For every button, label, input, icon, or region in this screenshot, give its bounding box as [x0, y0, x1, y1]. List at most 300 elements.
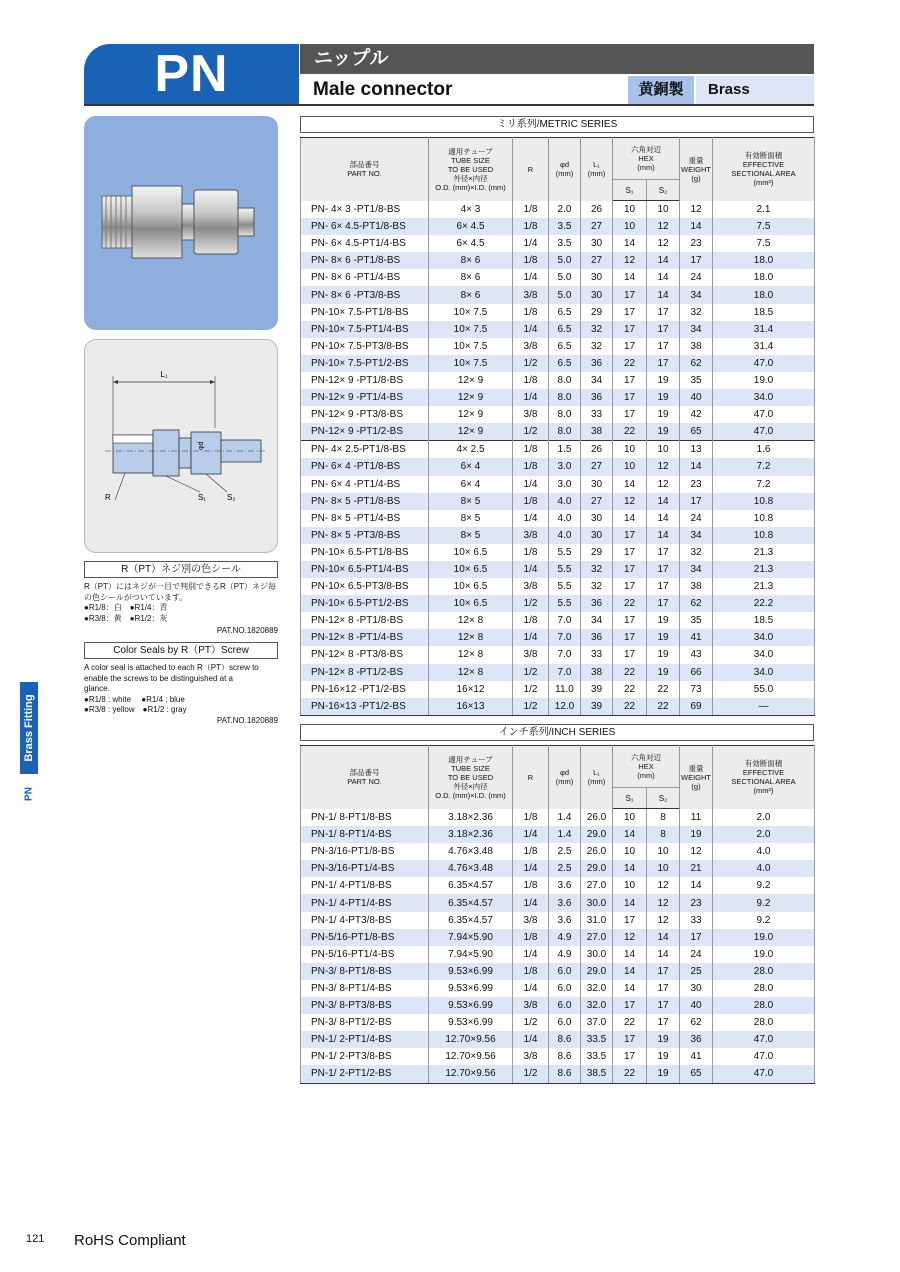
table-cell: 22	[613, 423, 647, 441]
table-cell: 12× 9	[429, 389, 513, 406]
table-cell: 3/8	[513, 527, 549, 544]
table-cell: 14	[613, 860, 647, 877]
table-cell: 17	[613, 629, 647, 646]
table-cell: 17	[613, 578, 647, 595]
table-cell: 4.9	[549, 929, 581, 946]
table-cell: 36	[680, 1031, 713, 1048]
table-cell: 12.70×9.56	[429, 1065, 513, 1083]
table-cell: 17	[613, 338, 647, 355]
table-row	[301, 578, 815, 595]
table-cell: 31.4	[713, 338, 815, 355]
table-cell: 1/8	[513, 493, 549, 510]
table-cell: PN-16×13 -PT1/2-BS	[301, 698, 429, 716]
table-cell: 17	[647, 963, 680, 980]
table-cell: 36	[581, 355, 613, 372]
table-cell: 30	[581, 510, 613, 527]
inch-series-label: インチ系列/INCH SERIES	[300, 724, 814, 741]
table-cell: 8.0	[549, 423, 581, 441]
table-cell: 1/8	[513, 544, 549, 561]
table-cell: 8.6	[549, 1048, 581, 1065]
table-cell: PN-3/16-PT1/8-BS	[301, 843, 429, 860]
table-cell: 17	[613, 321, 647, 338]
table-cell: 14	[613, 235, 647, 252]
table-cell: 6.5	[549, 338, 581, 355]
table-cell: 7.2	[713, 458, 815, 475]
table-cell: 47.0	[713, 1065, 815, 1083]
table-cell: PN- 8× 5 -PT1/4-BS	[301, 510, 429, 527]
table-row	[301, 544, 815, 561]
color-seal-text-jp-4: ●R3/8：黄 ●R1/2：灰	[84, 613, 168, 623]
title-jp-bar	[300, 44, 814, 74]
table-row	[301, 527, 815, 544]
table-cell: 7.0	[549, 646, 581, 663]
table-cell: 14	[613, 510, 647, 527]
table-cell: 1/2	[513, 355, 549, 372]
table-cell: 1/8	[513, 809, 549, 827]
table-cell: PN- 8× 6 -PT3/8-BS	[301, 286, 429, 303]
table-cell: PN-12× 9 -PT3/8-BS	[301, 406, 429, 423]
table-cell: PN-1/ 4-PT3/8-BS	[301, 912, 429, 929]
table-cell: 32.0	[581, 997, 613, 1014]
table-cell: 12	[613, 929, 647, 946]
table-cell: 9.53×6.99	[429, 1014, 513, 1031]
col-part-no: 部品番号 PART NO.	[301, 138, 429, 201]
table-cell: PN-5/16-PT1/8-BS	[301, 929, 429, 946]
table-cell: 4× 3	[429, 201, 513, 219]
col-s1: S₁	[613, 180, 647, 201]
table-row	[301, 510, 815, 527]
table-row	[301, 629, 815, 646]
table-cell: PN- 6× 4.5-PT1/8-BS	[301, 218, 429, 235]
table-cell: 1/4	[513, 389, 549, 406]
table-row	[301, 476, 815, 493]
col-hex: 六角対辺 HEX (mm)	[613, 138, 680, 180]
table-cell: 73	[680, 681, 713, 698]
table-cell: 7.0	[549, 612, 581, 629]
table-cell: 7.5	[713, 218, 815, 235]
color-seal-text-en-3: glance.	[84, 684, 110, 693]
table-cell: 34	[581, 372, 613, 389]
table-cell: 17	[647, 544, 680, 561]
col-l1: L₁ (mm)	[581, 138, 613, 201]
table-cell: 6.5	[549, 321, 581, 338]
table-cell: 10.8	[713, 527, 815, 544]
table-cell: 1/4	[513, 629, 549, 646]
table-cell: 10	[613, 877, 647, 894]
page-number: 121	[26, 1233, 45, 1245]
table-cell: 5.5	[549, 544, 581, 561]
table-cell: 1/8	[513, 372, 549, 389]
table-cell: 28.0	[713, 1014, 815, 1031]
table-cell: 26	[581, 441, 613, 459]
table-cell: 14	[613, 963, 647, 980]
table-cell: PN- 4× 3 -PT1/8-BS	[301, 201, 429, 219]
table-cell: 12.70×9.56	[429, 1031, 513, 1048]
table-cell: 7.0	[549, 629, 581, 646]
table-cell: 11.0	[549, 681, 581, 698]
label-l1: L₁	[160, 370, 168, 379]
table-cell: 31.4	[713, 321, 815, 338]
table-cell: 12	[647, 912, 680, 929]
table-cell: 27	[581, 252, 613, 269]
table-cell: 34.0	[713, 389, 815, 406]
table-cell: PN-12× 9 -PT1/8-BS	[301, 372, 429, 389]
table-cell: 65	[680, 423, 713, 441]
color-seal-text-jp-3: ●R1/8：白 ●R1/4：青	[84, 603, 168, 612]
table-cell: 10× 6.5	[429, 561, 513, 578]
table-cell: PN-10× 6.5-PT3/8-BS	[301, 578, 429, 595]
inch-spec-table	[300, 745, 815, 1084]
table-cell: 24	[680, 510, 713, 527]
table-cell: 38	[581, 664, 613, 681]
metric-table-body	[301, 201, 815, 716]
table-cell: 1/2	[513, 681, 549, 698]
table-cell: 14	[613, 980, 647, 997]
table-cell: 32	[581, 338, 613, 355]
table-cell: 39	[581, 698, 613, 716]
table-cell: 8× 5	[429, 527, 513, 544]
table-cell: 14	[647, 286, 680, 303]
table-cell: 1/2	[513, 664, 549, 681]
table-cell: 1/2	[513, 423, 549, 441]
metric-series-label: ミリ系列/METRIC SERIES	[300, 116, 814, 133]
table-cell: PN-10× 7.5-PT1/2-BS	[301, 355, 429, 372]
table-cell: 19	[647, 423, 680, 441]
table-cell: 19	[647, 389, 680, 406]
table-cell: 1/4	[513, 235, 549, 252]
table-cell: 17	[613, 372, 647, 389]
table-cell: 10	[613, 843, 647, 860]
table-cell: 5.0	[549, 269, 581, 286]
table-cell: 1.4	[549, 809, 581, 827]
table-cell: 17	[613, 1031, 647, 1048]
table-cell: 30	[581, 476, 613, 493]
table-cell: 6× 4	[429, 476, 513, 493]
table-cell: 12	[680, 843, 713, 860]
table-cell: 6× 4.5	[429, 235, 513, 252]
color-seal-text-en-5: ●R3/8 : yellow ●R1/2 : gray	[84, 705, 187, 714]
table-cell: 17	[647, 561, 680, 578]
table-cell: 8× 5	[429, 510, 513, 527]
table-cell: 8.0	[549, 372, 581, 389]
table-row	[301, 355, 815, 372]
table-cell: PN-12× 8 -PT1/8-BS	[301, 612, 429, 629]
table-cell: 3.5	[549, 218, 581, 235]
table-cell: 4.0	[713, 843, 815, 860]
table-cell: 17	[647, 1014, 680, 1031]
col-tube-size: 適用チューブ TUBE SIZE TO BE USED 外径×内径 O.D. (mm)×I.D. (mm)	[429, 746, 513, 809]
table-cell: 27	[581, 493, 613, 510]
table-cell: 16×12	[429, 681, 513, 698]
table-cell: 3/8	[513, 646, 549, 663]
table-cell: 10× 6.5	[429, 595, 513, 612]
table-cell: 29	[581, 544, 613, 561]
table-row	[301, 304, 815, 321]
table-cell: 6.35×4.57	[429, 912, 513, 929]
table-cell: 28.0	[713, 997, 815, 1014]
table-cell: 1.6	[713, 441, 815, 459]
table-cell: 1/4	[513, 826, 549, 843]
col-phid: φd (mm)	[549, 746, 581, 809]
table-cell: 17	[613, 406, 647, 423]
table-cell: 38	[581, 423, 613, 441]
table-cell: 35	[680, 612, 713, 629]
table-cell: 33	[581, 646, 613, 663]
table-cell: 4.76×3.48	[429, 843, 513, 860]
table-row	[301, 372, 815, 389]
table-cell: 19	[647, 629, 680, 646]
table-cell: 8× 6	[429, 286, 513, 303]
table-cell: 30	[581, 269, 613, 286]
table-cell: 17	[613, 1048, 647, 1065]
table-cell: 6.0	[549, 997, 581, 1014]
table-cell: 10× 7.5	[429, 338, 513, 355]
patent-number-en: PAT.NO.1820889	[216, 716, 278, 725]
table-cell: 22	[613, 681, 647, 698]
table-cell: 1/4	[513, 860, 549, 877]
table-cell: 27.0	[581, 929, 613, 946]
table-cell: 29	[581, 304, 613, 321]
table-row	[301, 252, 815, 269]
table-cell: 1/8	[513, 929, 549, 946]
table-cell: 3/8	[513, 578, 549, 595]
table-cell: 26.0	[581, 843, 613, 860]
table-cell: 10.8	[713, 493, 815, 510]
table-row	[301, 946, 815, 963]
table-cell: 47.0	[713, 1048, 815, 1065]
table-cell: 5.0	[549, 252, 581, 269]
table-cell: 22	[647, 698, 680, 716]
table-row	[301, 929, 815, 946]
color-seal-text-jp	[84, 582, 278, 624]
col-r: R	[513, 138, 549, 201]
table-cell: 17	[680, 493, 713, 510]
table-cell: 1/8	[513, 218, 549, 235]
table-cell: 41	[680, 1048, 713, 1065]
table-cell: 10.8	[713, 510, 815, 527]
table-cell: 8.0	[549, 389, 581, 406]
table-cell: 1/8	[513, 201, 549, 219]
table-row	[301, 843, 815, 860]
table-cell: PN-1/ 4-PT1/8-BS	[301, 877, 429, 894]
table-cell: 1/4	[513, 894, 549, 911]
col-part-no: 部品番号 PART NO.	[301, 746, 429, 809]
table-cell: 10× 7.5	[429, 321, 513, 338]
col-s2: S₂	[647, 788, 680, 809]
col-tube-size: 適用チューブ TUBE SIZE TO BE USED 外径×内径 O.D. (mm)×I.D. (mm)	[429, 138, 513, 201]
table-cell: 12	[647, 476, 680, 493]
table-cell: 33.5	[581, 1048, 613, 1065]
table-cell: 3/8	[513, 1048, 549, 1065]
col-phid: φd (mm)	[549, 138, 581, 201]
table-cell: 17	[647, 355, 680, 372]
metric-spec-table	[300, 137, 815, 716]
color-seal-text-jp-1: R（PT）にはネジが一目で判別できるR（PT）ネジ毎	[84, 582, 276, 591]
col-weight: 重量 WEIGHT (g)	[680, 138, 713, 201]
table-cell: 47.0	[713, 1031, 815, 1048]
table-row	[301, 980, 815, 997]
table-cell: PN-3/16-PT1/4-BS	[301, 860, 429, 877]
table-cell: 36	[581, 629, 613, 646]
table-cell: 9.53×6.99	[429, 997, 513, 1014]
material-jp: 黄銅製	[628, 76, 694, 104]
table-cell: PN-3/ 8-PT1/8-BS	[301, 963, 429, 980]
table-cell: 14	[647, 946, 680, 963]
col-hex: 六角対辺 HEX (mm)	[613, 746, 680, 788]
table-row	[301, 235, 815, 252]
table-cell: 2.0	[713, 826, 815, 843]
table-cell: 3.0	[549, 476, 581, 493]
table-cell: 32.0	[581, 980, 613, 997]
table-cell: 17	[613, 389, 647, 406]
table-cell: 12	[647, 894, 680, 911]
table-cell: 12× 8	[429, 664, 513, 681]
col-area: 有効断面積 EFFECTIVE SECTIONAL AREA (mm²)	[713, 138, 815, 201]
table-cell: 12× 8	[429, 629, 513, 646]
table-cell: 17	[680, 929, 713, 946]
table-cell: 19	[647, 372, 680, 389]
table-cell: 6.0	[549, 1014, 581, 1031]
table-row	[301, 1048, 815, 1065]
table-cell: 24	[680, 946, 713, 963]
table-cell: 42	[680, 406, 713, 423]
table-cell: PN-3/ 8-PT3/8-BS	[301, 997, 429, 1014]
table-cell: 1/8	[513, 963, 549, 980]
patent-number-jp: PAT.NO.1820889	[216, 626, 278, 635]
table-row	[301, 809, 815, 827]
table-cell: 25	[680, 963, 713, 980]
table-cell: 23	[680, 235, 713, 252]
table-cell: 10	[613, 809, 647, 827]
table-row	[301, 877, 815, 894]
table-cell: 65	[680, 1065, 713, 1083]
table-row	[301, 218, 815, 235]
table-cell: 18.0	[713, 286, 815, 303]
table-cell: 3.18×2.36	[429, 809, 513, 827]
table-cell: 8.6	[549, 1031, 581, 1048]
table-cell: 30.0	[581, 946, 613, 963]
table-cell: 19	[680, 826, 713, 843]
table-cell: 2.0	[549, 201, 581, 219]
table-cell: 1/4	[513, 980, 549, 997]
table-cell: 1/4	[513, 476, 549, 493]
product-code-block	[84, 44, 299, 104]
table-cell: 22	[613, 1014, 647, 1031]
table-cell: 2.5	[549, 860, 581, 877]
col-r: R	[513, 746, 549, 809]
table-cell: 8× 5	[429, 493, 513, 510]
table-cell: 7.0	[549, 664, 581, 681]
table-cell: 30	[581, 286, 613, 303]
table-cell: 4.76×3.48	[429, 860, 513, 877]
table-cell: 1/4	[513, 946, 549, 963]
table-cell: 10× 6.5	[429, 578, 513, 595]
table-cell: 29.0	[581, 963, 613, 980]
table-cell: 21.3	[713, 578, 815, 595]
table-cell: 3.6	[549, 894, 581, 911]
product-code: PN	[154, 45, 229, 103]
table-cell: 1/8	[513, 843, 549, 860]
table-row	[301, 406, 815, 423]
table-cell: PN-10× 7.5-PT1/4-BS	[301, 321, 429, 338]
table-cell: 10× 7.5	[429, 355, 513, 372]
table-cell: 18.0	[713, 252, 815, 269]
table-cell: 21.3	[713, 561, 815, 578]
table-cell: 8× 6	[429, 252, 513, 269]
table-cell: 12× 9	[429, 406, 513, 423]
table-cell: 10	[647, 201, 680, 219]
table-cell: 27.0	[581, 877, 613, 894]
table-cell: 12× 8	[429, 646, 513, 663]
table-cell: 31.0	[581, 912, 613, 929]
table-cell: 26	[581, 201, 613, 219]
table-cell: 3.0	[549, 458, 581, 475]
table-cell: 3.5	[549, 235, 581, 252]
table-cell: 8× 6	[429, 269, 513, 286]
table-cell: 14	[647, 493, 680, 510]
table-cell: 18.5	[713, 304, 815, 321]
table-cell: 19	[647, 1065, 680, 1083]
table-cell: PN-10× 7.5-PT3/8-BS	[301, 338, 429, 355]
table-cell: 23	[680, 476, 713, 493]
table-cell: 27	[581, 458, 613, 475]
table-cell: 1.4	[549, 826, 581, 843]
table-cell: 19	[647, 1031, 680, 1048]
color-seal-text-en-4: ●R1/8 : white ●R1/4 : blue	[84, 694, 185, 704]
table-cell: 14	[680, 877, 713, 894]
title-en: Male connector	[313, 79, 453, 100]
header-divider	[84, 104, 814, 106]
table-cell: 5.5	[549, 561, 581, 578]
table-cell: 40	[680, 997, 713, 1014]
table-cell: 6.35×4.57	[429, 894, 513, 911]
table-row	[301, 321, 815, 338]
table-cell: 8.6	[549, 1065, 581, 1083]
table-cell: 6.0	[549, 980, 581, 997]
table-cell: 32	[680, 304, 713, 321]
table-cell: 22	[613, 1065, 647, 1083]
table-cell: 1/4	[513, 510, 549, 527]
table-cell: 3/8	[513, 338, 549, 355]
table-cell: PN- 8× 6 -PT1/8-BS	[301, 252, 429, 269]
table-cell: 17	[613, 304, 647, 321]
table-cell: PN-12× 8 -PT1/4-BS	[301, 629, 429, 646]
table-cell: 37.0	[581, 1014, 613, 1031]
table-cell: 66	[680, 664, 713, 681]
label-s1: S₁	[198, 493, 207, 502]
table-cell: 55.0	[713, 681, 815, 698]
table-cell: PN-10× 7.5-PT1/8-BS	[301, 304, 429, 321]
color-seal-text-en	[84, 663, 278, 716]
dimension-drawing	[84, 339, 278, 553]
table-cell: 34	[680, 561, 713, 578]
material-en: Brass	[696, 76, 814, 104]
table-row	[301, 493, 815, 510]
table-cell: 1/8	[513, 441, 549, 459]
table-cell: 6.0	[549, 963, 581, 980]
table-cell: 12	[680, 201, 713, 219]
table-cell: PN-1/ 8-PT1/4-BS	[301, 826, 429, 843]
table-cell: 3/8	[513, 997, 549, 1014]
table-cell: 32	[581, 321, 613, 338]
table-cell: 29.0	[581, 860, 613, 877]
table-cell: PN-10× 6.5-PT1/2-BS	[301, 595, 429, 612]
table-row	[301, 646, 815, 663]
col-l1: L₁ (mm)	[581, 746, 613, 809]
table-cell: 62	[680, 355, 713, 372]
table-cell: 6× 4	[429, 458, 513, 475]
table-cell: 12	[647, 877, 680, 894]
